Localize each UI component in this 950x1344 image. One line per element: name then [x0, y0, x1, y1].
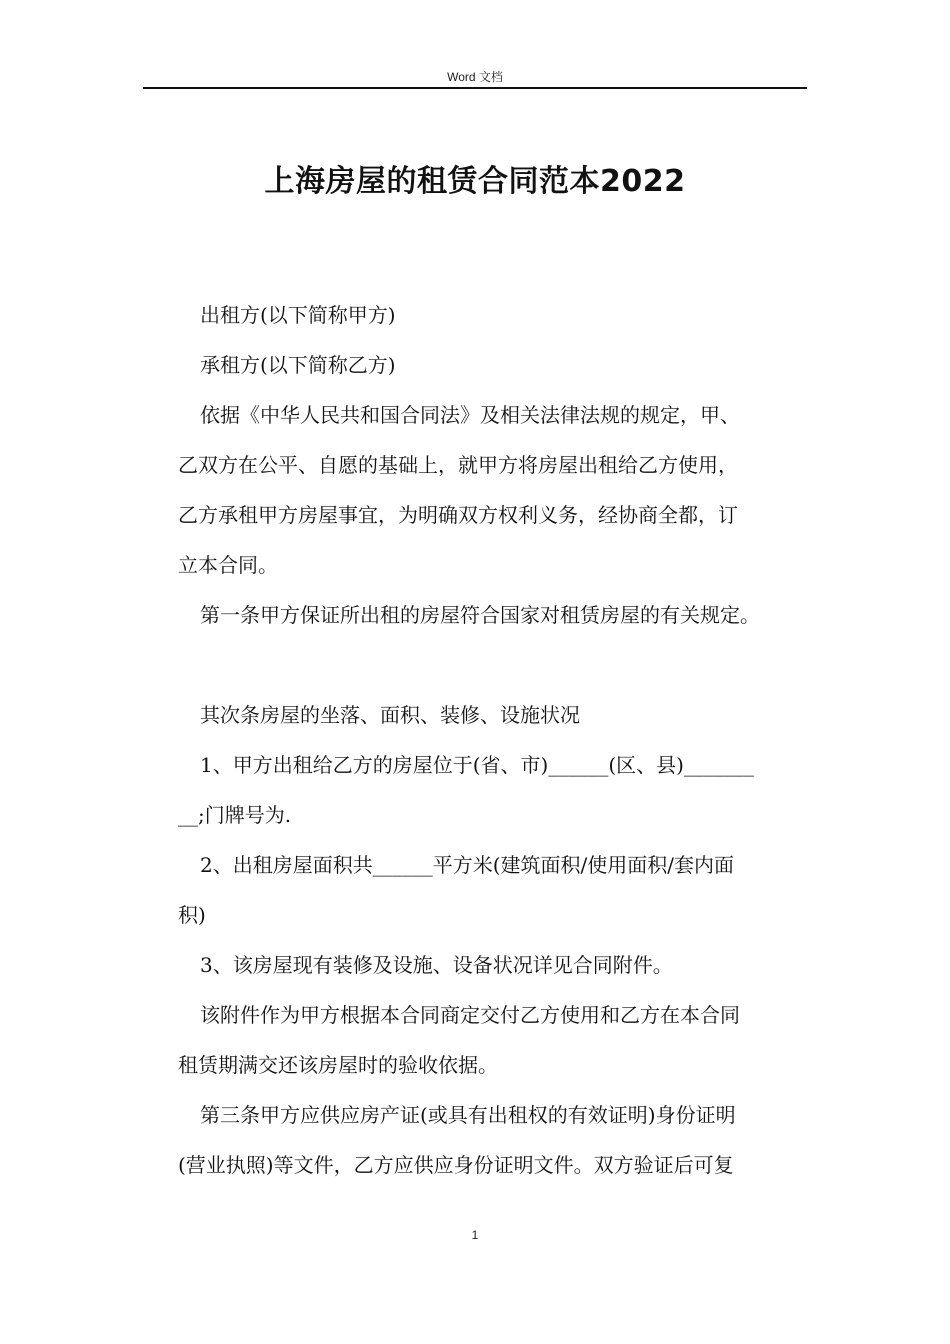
paragraph-item-1: [178, 740, 818, 840]
paragraph-line: 乙方承租甲方房屋事宜，为明确双方权利义务，经协商全都，订: [178, 503, 738, 527]
paragraph-line: 其次条房屋的坐落、面积、装修、设施状况: [200, 703, 580, 727]
paragraph-basis: [178, 390, 818, 590]
paragraph-line: 乙双方在公平、自愿的基础上，就甲方将房屋出租给乙方使用，: [178, 453, 738, 477]
page-number: 1: [471, 1228, 479, 1242]
paragraph-lessee: [178, 340, 818, 390]
paragraph-line: __;门牌号为.: [178, 803, 292, 827]
header-divider: [143, 87, 807, 89]
paragraph-line: 依据《中华人民共和国合同法》及相关法律法规的规定，甲、: [200, 403, 740, 427]
paragraph-line: 1、甲方出租给乙方的房屋位于(省、市)______(区、县)_______: [200, 753, 754, 777]
paragraph-line: 承租方(以下简称乙方): [200, 353, 396, 377]
paragraph-item-2: [178, 840, 818, 940]
paragraph-line: 积): [178, 903, 206, 927]
paragraph-line: 3、该房屋现有装修及设施、设备状况详见合同附件。: [200, 953, 673, 977]
paragraph-attachment: [178, 990, 818, 1090]
paragraph-line: 第三条甲方应供应房产证(或具有出租权的有效证明)身份证明: [200, 1103, 736, 1127]
document-title: 上海房屋的租赁合同范本2022: [264, 164, 686, 199]
paragraph-article-two: [178, 690, 818, 740]
paragraph-line: 出租方(以下简称甲方): [200, 303, 396, 327]
paragraph-line: 立本合同。: [178, 553, 278, 577]
paragraph-line: 租赁期满交还该房屋时的验收依据。: [178, 1053, 498, 1077]
paragraph-item-3: [178, 940, 818, 990]
paragraph-line: 该附件作为甲方根据本合同商定交付乙方使用和乙方在本合同: [200, 1003, 740, 1027]
paragraph-article-three: [178, 1090, 818, 1190]
paragraph-line: (营业执照)等文件，乙方应供应身份证明文件。双方验证后可复: [178, 1153, 734, 1177]
paragraph-line: 2、出租房屋面积共______平方米(建筑面积/使用面积/套内面: [200, 853, 735, 877]
paragraph-article-one: [178, 590, 818, 640]
page-header: Word 文档: [447, 70, 503, 84]
paragraph-lessor: [178, 290, 818, 340]
paragraph-line: 第一条甲方保证所出租的房屋符合国家对租赁房屋的有关规定。: [200, 603, 760, 627]
